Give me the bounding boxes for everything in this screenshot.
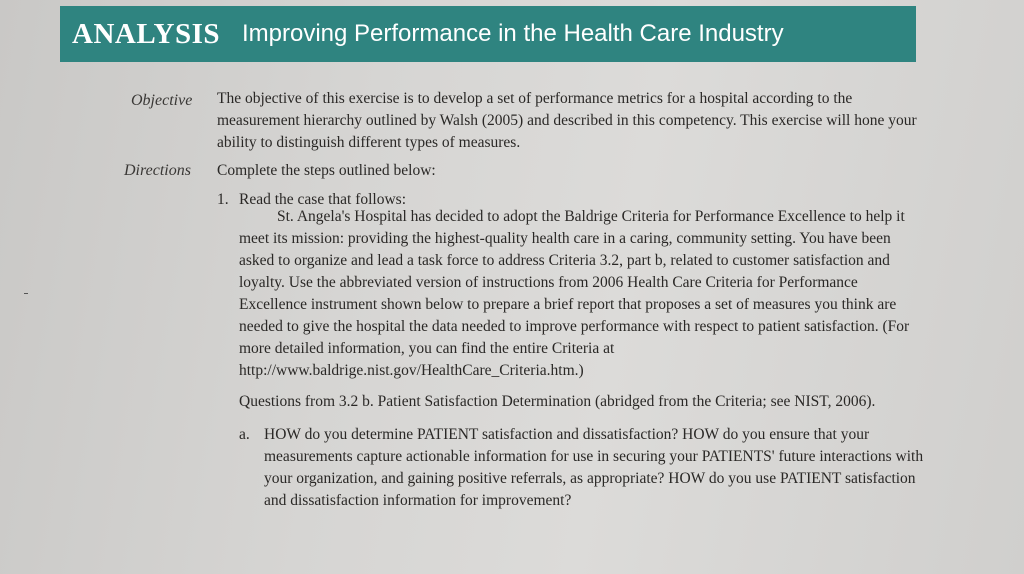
section-banner	[60, 6, 916, 62]
directions-label: Directions	[124, 162, 191, 179]
step-text: Read the case that follows:	[239, 191, 407, 208]
page-mark	[24, 293, 28, 294]
banner-title: Improving Performance in the Health Care Industry	[242, 20, 784, 47]
question-a-text: HOW do you determine PATIENT satisfaction and dissatisfaction? HOW do you ensure that your measurements capture actionable information for use in securing your PATIENTS' future interactions with your organization, and gaining positive referrals, as appropriate? HOW do you use PATIENT satisfaction and dissatisfaction information for improvement?	[264, 426, 924, 509]
step-number: 1.	[217, 191, 229, 208]
banner-tag: ANALYSIS	[72, 17, 220, 50]
objective-text: The objective of this exercise is to develop a set of performance metrics for a hospital according to the measurement hierarchy outlined by Walsh (2005) and described in this competency. This exercise will hone your ability to distinguish different types of measures.	[217, 90, 917, 151]
question-a-letter: a.	[239, 426, 250, 443]
questions-heading: Questions from 3.2 b. Patient Satisfaction Determination (abridged from the Criteria; see NIST, 2006).	[239, 393, 876, 410]
objective-label: Objective	[131, 92, 193, 109]
case-paragraph: St. Angela's Hospital has decided to adopt the Baldrige Criteria for Performance Excellence to help it meet its mission: providing the highest-quality health care in a caring, community setting. You have been asked to organize and lead a task force to address Criteria 3.2, part b, related to customer satisfaction and loyalty. Use the abbreviated version of instructions from 2006 Health Care Criteria for Performance Excellence instrument shown below to prepare a brief report that proposes a set of measures you think are needed to give the hospital the data needed to improve performance with respect to patient satisfaction. (For more detailed information, you can find the entire Criteria at http://www.baldrige.nist.gov/HealthCare_Criteria.htm.)	[239, 208, 910, 379]
directions-intro: Complete the steps outlined below:	[217, 162, 436, 179]
